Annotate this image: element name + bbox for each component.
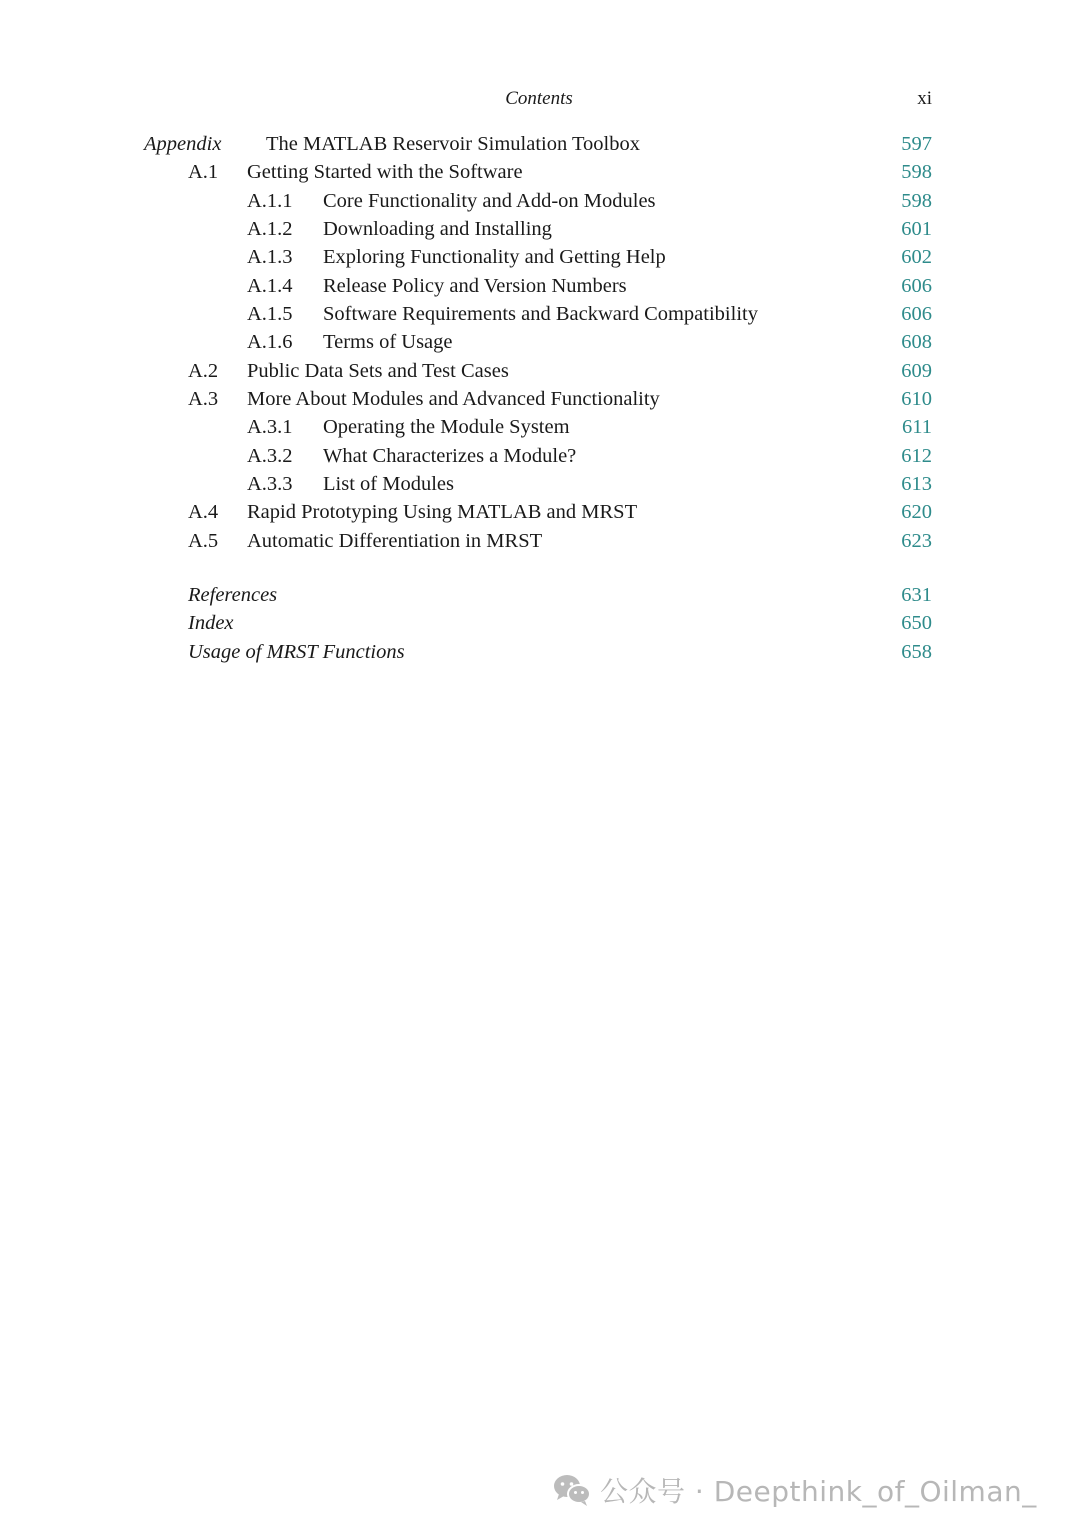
toc-page-link[interactable]: 612: [901, 445, 932, 467]
page-number: xi: [917, 88, 932, 109]
toc-number: Appendix: [144, 133, 222, 155]
toc-title: Release Policy and Version Numbers: [323, 275, 627, 297]
watermark: [552, 1470, 1037, 1510]
toc-title: More About Modules and Advanced Functionality: [247, 388, 660, 410]
toc-page-link[interactable]: 608: [901, 331, 932, 353]
toc-entry-a3-2[interactable]: [0, 442, 1080, 470]
toc-number: A.5: [188, 530, 219, 552]
toc-entry-usage-of-mrst-functions[interactable]: [0, 638, 1080, 666]
toc-entry-a1-2[interactable]: [0, 215, 1080, 243]
toc-title: Core Functionality and Add-on Modules: [323, 190, 656, 212]
toc-page-link[interactable]: 598: [901, 190, 932, 212]
toc-number: A.1.1: [247, 190, 293, 212]
running-title: Contents: [505, 88, 573, 109]
toc-page-link[interactable]: 597: [901, 133, 932, 155]
toc-title: Rapid Prototyping Using MATLAB and MRST: [247, 501, 638, 523]
toc-page-link[interactable]: 601: [901, 218, 932, 240]
toc-entry-a1-5[interactable]: [0, 300, 1080, 328]
toc-number: A.1.2: [247, 218, 293, 240]
toc-title: Terms of Usage: [323, 331, 453, 353]
toc-page-link[interactable]: 598: [901, 161, 932, 183]
toc-title: Getting Started with the Software: [247, 161, 523, 183]
toc-number: A.3.2: [247, 445, 293, 467]
toc-title: List of Modules: [323, 473, 454, 495]
toc-number: A.2: [188, 360, 219, 382]
toc-title: Software Requirements and Backward Compatibility: [323, 303, 758, 325]
toc-title: Usage of MRST Functions: [188, 641, 405, 663]
toc-title: What Characterizes a Module?: [323, 445, 577, 467]
toc-entry-a1-1[interactable]: [0, 187, 1080, 215]
toc-entry-a3-3[interactable]: [0, 470, 1080, 498]
toc-page-link[interactable]: 620: [901, 501, 932, 523]
watermark-text: 公众号 · Deepthink_of_Oilman_: [600, 1475, 1037, 1508]
toc-entry-a3-1[interactable]: [0, 413, 1080, 441]
toc-number: A.3.1: [247, 416, 293, 438]
toc-page-link[interactable]: 631: [901, 584, 932, 606]
toc-title: Exploring Functionality and Getting Help: [323, 246, 666, 268]
toc-title: Downloading and Installing: [323, 218, 552, 240]
toc-entry-a1-3[interactable]: [0, 243, 1080, 271]
toc-entry-a1[interactable]: [0, 158, 1080, 186]
toc-page-link[interactable]: 610: [901, 388, 932, 410]
toc-entry-index[interactable]: [0, 609, 1080, 637]
toc-entry-a5[interactable]: [0, 527, 1080, 555]
wechat-icon: [552, 1473, 592, 1507]
toc-number: A.3.3: [247, 473, 293, 495]
toc-page-link[interactable]: 613: [901, 473, 932, 495]
toc-title: Public Data Sets and Test Cases: [247, 360, 509, 382]
toc-page-link[interactable]: 623: [901, 530, 932, 552]
toc-page-link[interactable]: 611: [902, 416, 932, 438]
toc-entry-a4[interactable]: [0, 498, 1080, 526]
toc-number: A.4: [188, 501, 219, 523]
toc-page-link[interactable]: 658: [901, 641, 932, 663]
toc-entry-a1-4[interactable]: [0, 272, 1080, 300]
toc-title: References: [188, 584, 278, 606]
toc-number: A.1: [188, 161, 219, 183]
toc-number: A.1.4: [247, 275, 293, 297]
running-head: [0, 86, 1080, 112]
toc-number: A.3: [188, 388, 219, 410]
toc-title: Automatic Differentiation in MRST: [247, 530, 543, 552]
toc-page-link[interactable]: 650: [901, 612, 932, 634]
toc-entry-a3[interactable]: [0, 385, 1080, 413]
toc-entry-appendix[interactable]: [0, 130, 1080, 158]
toc-entry-a2[interactable]: [0, 357, 1080, 385]
toc-entry-a1-6[interactable]: [0, 328, 1080, 356]
toc-number: A.1.5: [247, 303, 293, 325]
toc-title: Operating the Module System: [323, 416, 570, 438]
toc-page-link[interactable]: 606: [901, 275, 932, 297]
toc-entry-references[interactable]: [0, 581, 1080, 609]
toc-page-link[interactable]: 606: [901, 303, 932, 325]
toc-number: A.1.3: [247, 246, 293, 268]
toc-title: Index: [188, 612, 234, 634]
toc-page-link[interactable]: 609: [901, 360, 932, 382]
toc-number: A.1.6: [247, 331, 293, 353]
toc-title: The MATLAB Reservoir Simulation Toolbox: [266, 133, 640, 155]
toc-page-link[interactable]: 602: [901, 246, 932, 268]
